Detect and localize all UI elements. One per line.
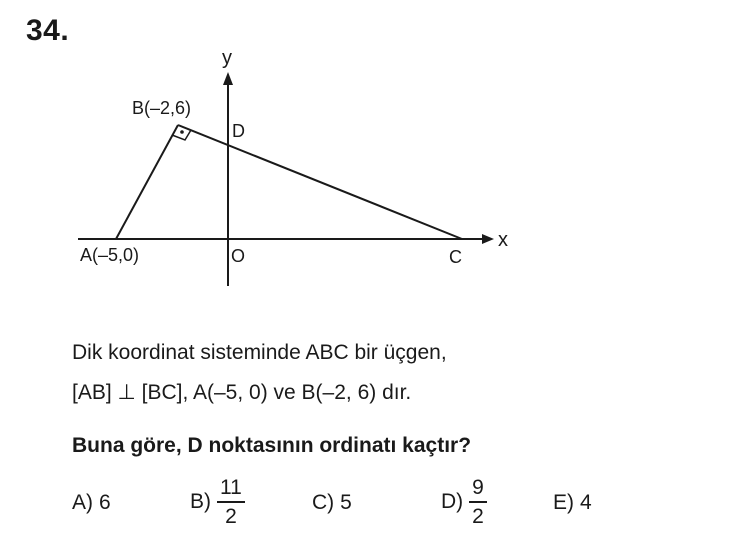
question-stem-line-2: [AB] ⊥ [BC], A(–5, 0) ve B(–2, 6) dır. (72, 381, 412, 404)
option-b-label: B) (190, 490, 211, 513)
option-a-label: A) (72, 491, 93, 514)
option-b[interactable] (190, 477, 245, 527)
option-b-denominator: 2 (225, 505, 237, 528)
y-axis-label: y (222, 47, 232, 69)
question-number: 34. (26, 14, 70, 47)
x-axis-arrow-icon (482, 234, 494, 244)
option-d-fraction (469, 477, 487, 527)
option-b-numerator: 11 (217, 477, 245, 503)
option-d[interactable] (441, 477, 487, 527)
option-d-label: D) (441, 490, 464, 513)
option-e[interactable] (553, 491, 592, 515)
question-prompt: Buna göre, D noktasının ordinatı kaçtır? (72, 434, 472, 457)
point-o-label: O (231, 246, 246, 266)
option-d-numerator: 9 (469, 477, 487, 503)
option-e-value: 4 (580, 491, 592, 514)
x-axis-label: x (498, 229, 508, 251)
option-c-value: 5 (340, 491, 352, 514)
option-b-fraction (217, 477, 245, 527)
y-axis-arrow-icon (223, 72, 233, 85)
option-a[interactable] (72, 491, 111, 515)
side-ab (116, 125, 178, 239)
side-bc (178, 125, 462, 239)
point-b-label: B(–2,6) (132, 98, 192, 118)
option-a-value: 6 (99, 491, 111, 514)
question-stem-line-1: Dik koordinat sisteminde ABC bir üçgen, (72, 341, 447, 364)
option-c-label: C) (312, 491, 335, 514)
option-c[interactable] (312, 491, 352, 515)
point-a-label: A(–5,0) (80, 245, 140, 265)
option-d-denominator: 2 (472, 505, 484, 528)
point-c-label: C (449, 247, 462, 267)
option-e-label: E) (553, 491, 574, 514)
point-d-label: D (232, 121, 245, 141)
